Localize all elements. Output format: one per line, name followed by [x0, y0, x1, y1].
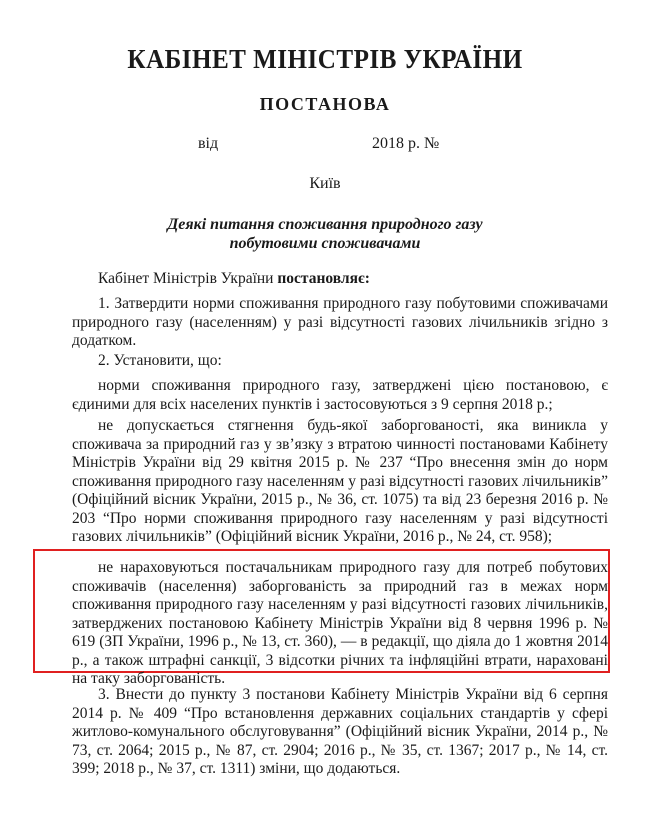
paragraph-1: 1. Затвердити норми споживання природного газу побутовими споживачами природного газу (населенням) у разі відсутності газових лічильників згідно з додатком. — [72, 295, 608, 349]
city-name: Київ — [309, 175, 341, 192]
subject-line-2: побутовими споживачами — [229, 235, 421, 252]
paragraph-2-highlighted: не нараховуються постачальникам природного газу для потреб побутових споживачів (населення) заборгованість за природний газ в межах норм споживання природного газу населенням у разі відсутності газових лічильників, затверджених постановою Кабінету Міністрів України від 8 червня 1996 р. № 619 (ЗП України, 1996 р., № 13, ст. 360), — в редакції, що діяла до 1 жовтня 2014 р., а також штрафні санкції, 3 відсотки річних та інфляційні втрати, нараховані на таку заборгованість. — [72, 559, 608, 687]
document-subject — [0, 215, 650, 253]
document-type: ПОСТАНОВА — [259, 94, 391, 114]
intro-paragraph — [72, 270, 608, 289]
intro-prefix: Кабінет Міністрів України — [98, 270, 278, 287]
paragraph-2: 2. Установити, що: — [98, 352, 222, 369]
subject-line-1: Деякі питання споживання природного газу — [167, 216, 483, 233]
issuer-title: КАБІНЕТ МІНІСТРІВ УКРАЇНИ — [127, 44, 523, 74]
paragraph-2-norms: норми споживання природного газу, затверджені цією постановою, є єдиними для всіх населених пунктів і застосовуються з 9 серпня 2018 р.; — [72, 377, 608, 413]
paragraph-3: 3. Внести до пункту 3 постанови Кабінету Міністрів України від 6 серпня 2014 р. № 409 “Про встановлення державних соціальних стандартів у сфері житлово-комунального обслуговування” (Офіційний вісник України, 2014 р., № 73, ст. 2064; 2015 р., № 87, ст. 2904; 2016 р., № 35, ст. 1367; 2017 р., № 14, ст. 399; 2018 р., № 37, ст. 1311) зміни, що додаються. — [72, 686, 608, 777]
date-from-label: від — [198, 135, 219, 152]
date-year-number: 2018 р. № — [372, 135, 440, 152]
intro-decision: постановляє: — [277, 270, 370, 287]
paragraph-2-debt-collection: не допускається стягнення будь-якої заборгованості, яка виникла у споживача за природний газ у зв’язку з втратою чинності постановами Кабінету Міністрів України від 29 квітня 2015 р. № 237 “Про внесення змін до норм споживання природного газу населенням у разі відсутності газових лічильників” (Офіційний вісник України, 2015 р., № 36, ст. 1075) та від 23 березня 2016 р. № 203 “Про норми споживання природного газу населенням у разі відсутності газових лічильників” (Офіційний вісник України, 2016 р., № 24, ст. 958); — [72, 417, 608, 545]
